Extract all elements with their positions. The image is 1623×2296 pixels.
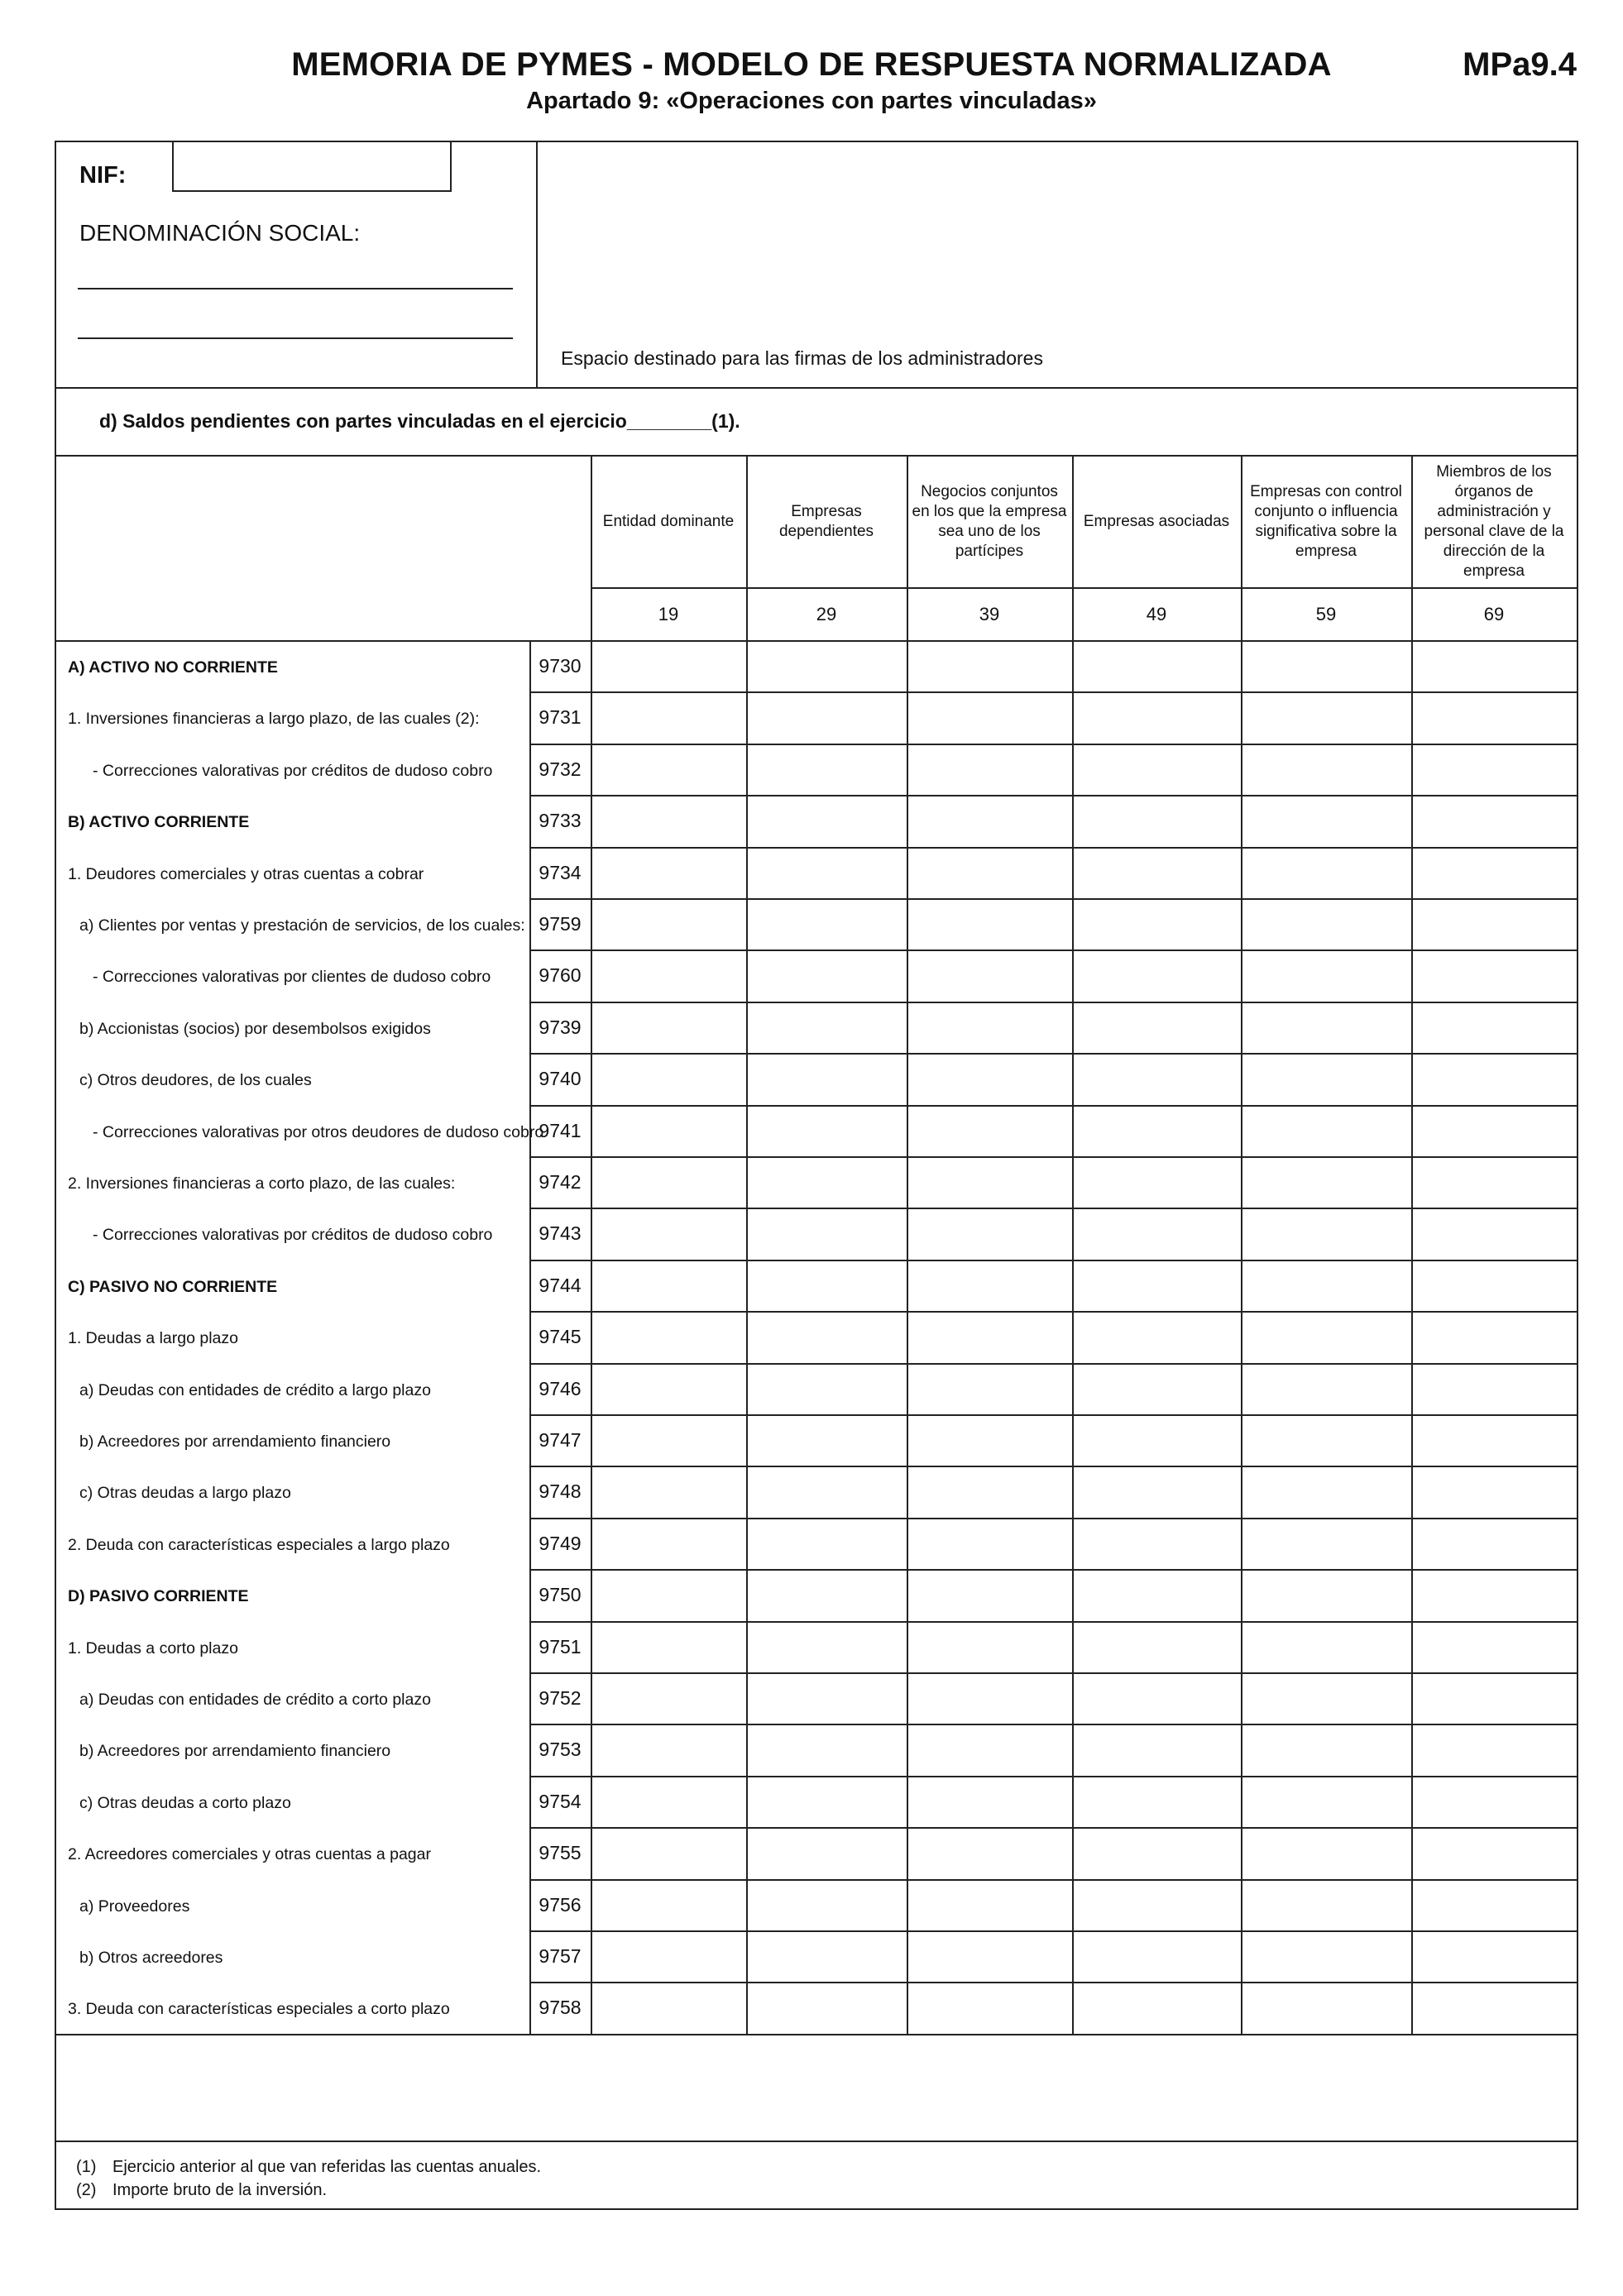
row-code: 9756	[539, 1893, 582, 1916]
table-bottom-line	[55, 2034, 1578, 2035]
amount-cell[interactable]	[748, 1365, 906, 1413]
amount-cell[interactable]	[1074, 1932, 1240, 1981]
amount-cell[interactable]	[1074, 1467, 1240, 1516]
amount-cell[interactable]	[908, 693, 1071, 742]
row-label: c) Otros deudores, de los cuales	[79, 1071, 312, 1090]
amount-cell[interactable]	[1074, 1571, 1240, 1619]
amount-cell[interactable]	[592, 1881, 745, 1930]
amount-cell[interactable]	[1413, 1107, 1576, 1155]
row-code: 9746	[539, 1377, 582, 1399]
amount-cell[interactable]	[1242, 1571, 1410, 1619]
amount-cell[interactable]	[1074, 1261, 1240, 1310]
amount-cell[interactable]	[748, 1623, 906, 1672]
amount-cell[interactable]	[1242, 1313, 1410, 1361]
amount-cell[interactable]	[748, 951, 906, 1000]
amount-cell[interactable]	[1242, 1107, 1410, 1155]
column-code: 69	[1483, 604, 1505, 624]
amount-cell[interactable]	[1413, 1055, 1576, 1103]
amount-cell[interactable]	[1074, 1725, 1240, 1774]
row-code: 9758	[539, 1997, 582, 2019]
amount-cell[interactable]	[1242, 900, 1410, 949]
amount-cell[interactable]	[592, 900, 745, 949]
amount-cell[interactable]	[1413, 1467, 1576, 1516]
amount-cell[interactable]	[1242, 1623, 1410, 1672]
amount-cell[interactable]	[748, 642, 906, 691]
row-code: 9751	[539, 1635, 582, 1657]
amount-cell[interactable]	[908, 849, 1071, 897]
amount-cell[interactable]	[1242, 1209, 1410, 1258]
amount-cell[interactable]	[1413, 1519, 1576, 1568]
row-label: - Correcciones valorativas por clientes de dudoso cobro	[93, 968, 491, 987]
amount-cell[interactable]	[592, 1571, 745, 1619]
amount-cell[interactable]	[592, 1674, 745, 1723]
amount-cell[interactable]	[592, 1055, 745, 1103]
amount-cell[interactable]	[908, 1261, 1071, 1310]
row-label: - Correcciones valorativas por créditos de dudoso cobro	[93, 761, 493, 780]
amount-cell[interactable]	[592, 693, 745, 742]
amount-cell[interactable]	[1242, 1777, 1410, 1826]
amount-cell[interactable]	[1242, 1519, 1410, 1568]
row-label: 1. Deudas a largo plazo	[68, 1329, 238, 1348]
row-label: b) Acreedores por arrendamiento financiero	[79, 1433, 391, 1451]
row-label: B) ACTIVO CORRIENTE	[68, 813, 250, 832]
amount-cell[interactable]	[748, 1107, 906, 1155]
amount-cell[interactable]	[592, 1777, 745, 1826]
column-header: Miembros de los órganos de administración y personal clave de la dirección de la empresa	[1424, 463, 1564, 580]
amount-cell[interactable]	[1242, 1881, 1410, 1930]
row-code: 9754	[539, 1790, 582, 1812]
footnotes	[76, 2155, 541, 2202]
row-code: 9753	[539, 1739, 582, 1761]
row-label: 2. Deuda con características especiales a largo plazo	[68, 1535, 450, 1554]
amount-cell[interactable]	[1242, 1725, 1410, 1774]
row-code: 9731	[539, 706, 582, 729]
nif-input[interactable]	[172, 141, 452, 192]
amount-cell[interactable]	[748, 1725, 906, 1774]
row-label: 1. Inversiones financieras a largo plazo, de las cuales (2):	[68, 710, 480, 729]
row-code: 9739	[539, 1016, 582, 1038]
amount-cell[interactable]	[1242, 849, 1410, 897]
column-code: 19	[658, 604, 679, 624]
row-code: 9742	[539, 1171, 582, 1193]
form-title: MEMORIA DE PYMES - MODELO DE RESPUESTA NORMALIZADA	[291, 46, 1332, 83]
amount-cell[interactable]	[1242, 1983, 1410, 2032]
amount-cell[interactable]	[1413, 1365, 1576, 1413]
row-code: 9760	[539, 964, 582, 987]
amount-cell[interactable]	[592, 1261, 745, 1310]
amount-cell[interactable]	[1413, 1313, 1576, 1361]
amount-cell[interactable]	[1242, 1365, 1410, 1413]
row-code: 9740	[539, 1068, 582, 1090]
amount-cell[interactable]	[1413, 1674, 1576, 1723]
amount-cell[interactable]	[1074, 900, 1240, 949]
amount-cell[interactable]	[1413, 900, 1576, 949]
row-label: 2. Inversiones financieras a corto plazo, de las cuales:	[68, 1174, 456, 1193]
amount-cell[interactable]	[1413, 951, 1576, 1000]
amount-cell[interactable]	[748, 1055, 906, 1103]
section-divider-top	[55, 387, 1578, 389]
amount-cell[interactable]	[1074, 1623, 1240, 1672]
amount-cell[interactable]	[1413, 1829, 1576, 1877]
denominacion-line-2[interactable]	[78, 337, 513, 339]
amount-cell[interactable]	[1074, 1829, 1240, 1877]
denominacion-label: DENOMINACIÓN SOCIAL:	[79, 220, 361, 246]
amount-cell[interactable]	[1242, 693, 1410, 742]
amount-cell[interactable]	[1074, 1881, 1240, 1930]
amount-cell[interactable]	[908, 951, 1071, 1000]
amount-cell[interactable]	[748, 1003, 906, 1052]
amount-cell[interactable]	[1413, 1261, 1576, 1310]
nif-label: NIF:	[79, 162, 127, 189]
amount-cell[interactable]	[748, 1777, 906, 1826]
amount-cell[interactable]	[748, 1261, 906, 1310]
amount-cell[interactable]	[1242, 1055, 1410, 1103]
row-label: 3. Deuda con características especiales a corto plazo	[68, 2000, 450, 2019]
row-code: 9741	[539, 1119, 582, 1141]
row-code: 9759	[539, 913, 582, 935]
amount-cell[interactable]	[1074, 693, 1240, 742]
amount-cell[interactable]	[1413, 796, 1576, 845]
row-label: D) PASIVO CORRIENTE	[68, 1587, 249, 1606]
amount-cell[interactable]	[748, 1571, 906, 1619]
row-code: 9752	[539, 1687, 582, 1709]
amount-cell[interactable]	[908, 1571, 1071, 1619]
amount-cell[interactable]	[1242, 1158, 1410, 1207]
amount-cell[interactable]	[908, 1107, 1071, 1155]
amount-cell[interactable]	[1413, 1881, 1576, 1930]
amount-cell[interactable]	[592, 1209, 745, 1258]
amount-cell[interactable]	[748, 1932, 906, 1981]
amount-cell[interactable]	[908, 1003, 1071, 1052]
amount-cell[interactable]	[908, 1467, 1071, 1516]
amount-cell[interactable]	[908, 1881, 1071, 1930]
row-code: 9757	[539, 1945, 582, 1967]
amount-cell[interactable]	[1074, 951, 1240, 1000]
amount-cell[interactable]	[748, 1467, 906, 1516]
row-code: 9732	[539, 758, 582, 780]
amount-cell[interactable]	[1242, 796, 1410, 845]
amount-cell[interactable]	[592, 796, 745, 845]
amount-cell[interactable]	[908, 642, 1071, 691]
amount-cell[interactable]	[592, 1003, 745, 1052]
amount-cell[interactable]	[1074, 1777, 1240, 1826]
amount-cell[interactable]	[748, 1209, 906, 1258]
form-code: MPa9.4	[1463, 46, 1577, 83]
amount-cell[interactable]	[1074, 642, 1240, 691]
amount-cell[interactable]	[908, 1365, 1071, 1413]
row-label: b) Acreedores por arrendamiento financiero	[79, 1742, 391, 1761]
row-label: c) Otras deudas a largo plazo	[79, 1484, 291, 1503]
amount-cell[interactable]	[1074, 1158, 1240, 1207]
amount-cell[interactable]	[592, 1829, 745, 1877]
amount-cell[interactable]	[1074, 1416, 1240, 1465]
amount-cell[interactable]	[1413, 1623, 1576, 1672]
amount-cell[interactable]	[592, 1416, 745, 1465]
row-label: a) Clientes por ventas y prestación de servicios, de los cuales:	[79, 916, 525, 935]
row-code: 9745	[539, 1326, 582, 1348]
amount-cell[interactable]	[1413, 1983, 1576, 2032]
amount-cell[interactable]	[908, 1313, 1071, 1361]
amount-cell[interactable]	[1242, 642, 1410, 691]
amount-cell[interactable]	[1074, 1209, 1240, 1258]
column-header: Empresas con control conjunto o influencia significativa sobre la empresa	[1250, 483, 1402, 560]
row-code: 9747	[539, 1429, 582, 1451]
amount-cell[interactable]	[1074, 1107, 1240, 1155]
amount-cell[interactable]	[748, 1519, 906, 1568]
column-code: 29	[816, 604, 837, 624]
amount-cell[interactable]	[1074, 1365, 1240, 1413]
amount-cell[interactable]	[1242, 1416, 1410, 1465]
column-header: Empresas asociadas	[1083, 513, 1230, 530]
amount-cell[interactable]	[1413, 693, 1576, 742]
amount-cell[interactable]	[1413, 1777, 1576, 1826]
amount-cell[interactable]	[1242, 1261, 1410, 1310]
row-code: 9750	[539, 1584, 582, 1606]
amount-cell[interactable]	[1413, 1003, 1576, 1052]
amount-cell[interactable]	[1413, 745, 1576, 794]
row-code: 9730	[539, 655, 582, 677]
column-header: Entidad dominante	[602, 513, 735, 530]
denominacion-line-1[interactable]	[78, 288, 513, 289]
amount-cell[interactable]	[908, 900, 1071, 949]
column-code: 59	[1315, 604, 1337, 624]
amount-cell[interactable]	[592, 849, 745, 897]
footnote-2: (2) Importe bruto de la inversión.	[76, 2181, 328, 2199]
amount-cell[interactable]	[748, 693, 906, 742]
row-label: 1. Deudas a corto plazo	[68, 1638, 238, 1657]
header-divider	[591, 587, 1577, 589]
amount-cell[interactable]	[908, 796, 1071, 845]
amount-cell[interactable]	[1242, 1674, 1410, 1723]
amount-cell[interactable]	[1413, 1571, 1576, 1619]
section-title: d) Saldos pendientes con partes vinculadas en el ejercicio________(1).	[99, 410, 740, 432]
amount-cell[interactable]	[592, 1519, 745, 1568]
amount-cell[interactable]	[1074, 1519, 1240, 1568]
row-code: 9743	[539, 1222, 582, 1245]
row-label: - Correcciones valorativas por otros deudores de dudoso cobro	[93, 1122, 544, 1141]
amount-cell[interactable]	[908, 1725, 1071, 1774]
amount-cell[interactable]	[592, 1313, 745, 1361]
amount-cell[interactable]	[592, 1107, 745, 1155]
row-label: 2. Acreedores comerciales y otras cuentas a pagar	[68, 1845, 431, 1864]
signature-space-label: Espacio destinado para las firmas de los administradores	[561, 347, 1043, 369]
amount-cell[interactable]	[592, 951, 745, 1000]
row-label: 1. Deudores comerciales y otras cuentas a cobrar	[68, 864, 424, 883]
amount-cell[interactable]	[748, 1881, 906, 1930]
amount-cell[interactable]	[908, 1055, 1071, 1103]
amount-cell[interactable]	[592, 1365, 745, 1413]
amount-cell[interactable]	[1242, 951, 1410, 1000]
row-code: 9733	[539, 810, 582, 832]
amount-cell[interactable]	[592, 1725, 745, 1774]
amount-cell[interactable]	[592, 1623, 745, 1672]
row-label: a) Proveedores	[79, 1897, 190, 1916]
amount-cell[interactable]	[1074, 745, 1240, 794]
form-subtitle: Apartado 9: «Operaciones con partes vinculadas»	[526, 88, 1097, 114]
column-header: Negocios conjuntos en los que la empresa sea uno de los partícipes	[912, 483, 1067, 560]
amount-cell[interactable]	[1413, 642, 1576, 691]
amount-cell[interactable]	[592, 1158, 745, 1207]
amount-cell[interactable]	[748, 1829, 906, 1877]
amount-cell[interactable]	[748, 1674, 906, 1723]
row-label: c) Otras deudas a corto plazo	[79, 1793, 291, 1812]
amount-cell[interactable]	[748, 796, 906, 845]
row-code: 9744	[539, 1274, 582, 1296]
amount-cell[interactable]	[1413, 1158, 1576, 1207]
row-code: 9748	[539, 1480, 582, 1503]
amount-cell[interactable]	[908, 745, 1071, 794]
amount-cell[interactable]	[1413, 1725, 1576, 1774]
amount-cell[interactable]	[908, 1519, 1071, 1568]
amount-cell[interactable]	[1413, 849, 1576, 897]
column-code: 49	[1146, 604, 1167, 624]
amount-cell[interactable]	[592, 745, 745, 794]
row-label: - Correcciones valorativas por créditos de dudoso cobro	[93, 1226, 493, 1245]
amount-cell[interactable]	[908, 1932, 1071, 1981]
amount-cell[interactable]	[592, 1467, 745, 1516]
id-divider	[536, 141, 538, 389]
amount-cell[interactable]	[1074, 1313, 1240, 1361]
amount-cell[interactable]	[592, 642, 745, 691]
amount-cell[interactable]	[1413, 1932, 1576, 1981]
amount-cell[interactable]	[592, 1932, 745, 1981]
column-code: 39	[979, 604, 1000, 624]
amount-cell[interactable]	[592, 1983, 745, 2032]
amount-cell[interactable]	[1413, 1416, 1576, 1465]
row-code: 9749	[539, 1532, 582, 1554]
column-header: Empresas dependientes	[778, 503, 874, 540]
amount-cell[interactable]	[908, 1829, 1071, 1877]
row-label: b) Accionistas (socios) por desembolsos exigidos	[79, 1019, 431, 1038]
amount-cell[interactable]	[908, 1777, 1071, 1826]
amount-cell[interactable]	[1242, 1829, 1410, 1877]
amount-cell[interactable]	[908, 1158, 1071, 1207]
amount-cell[interactable]	[1242, 1003, 1410, 1052]
amount-cell[interactable]	[908, 1983, 1071, 2032]
amount-cell[interactable]	[748, 745, 906, 794]
amount-cell[interactable]	[1242, 1467, 1410, 1516]
row-label: b) Otros acreedores	[79, 1949, 223, 1967]
amount-cell[interactable]	[1242, 745, 1410, 794]
row-label: a) Deudas con entidades de crédito a corto plazo	[79, 1691, 431, 1709]
row-code: 9755	[539, 1842, 582, 1864]
amount-cell[interactable]	[748, 849, 906, 897]
amount-cell[interactable]	[1074, 1003, 1240, 1052]
amount-cell[interactable]	[1074, 849, 1240, 897]
amount-cell[interactable]	[1074, 1983, 1240, 2032]
amount-cell[interactable]	[908, 1623, 1071, 1672]
amount-cell[interactable]	[1074, 1674, 1240, 1723]
row-label: a) Deudas con entidades de crédito a largo plazo	[79, 1380, 431, 1399]
footnote-divider	[55, 2141, 1578, 2142]
amount-cell[interactable]	[748, 1313, 906, 1361]
amount-cell[interactable]	[748, 1416, 906, 1465]
amount-cell[interactable]	[748, 1158, 906, 1207]
amount-cell[interactable]	[1242, 1932, 1410, 1981]
row-label: A) ACTIVO NO CORRIENTE	[68, 658, 278, 677]
amount-cell[interactable]	[1074, 1055, 1240, 1103]
amount-cell[interactable]	[748, 900, 906, 949]
amount-cell[interactable]	[1413, 1209, 1576, 1258]
amount-cell[interactable]	[908, 1674, 1071, 1723]
amount-cell[interactable]	[908, 1416, 1071, 1465]
row-label: C) PASIVO NO CORRIENTE	[68, 1277, 278, 1296]
amount-cell[interactable]	[1074, 796, 1240, 845]
amount-cell[interactable]	[908, 1209, 1071, 1258]
row-code: 9734	[539, 861, 582, 883]
amount-cell[interactable]	[748, 1983, 906, 2032]
footnote-1: (1) Ejercicio anterior al que van referidas las cuentas anuales.	[76, 2158, 542, 2176]
